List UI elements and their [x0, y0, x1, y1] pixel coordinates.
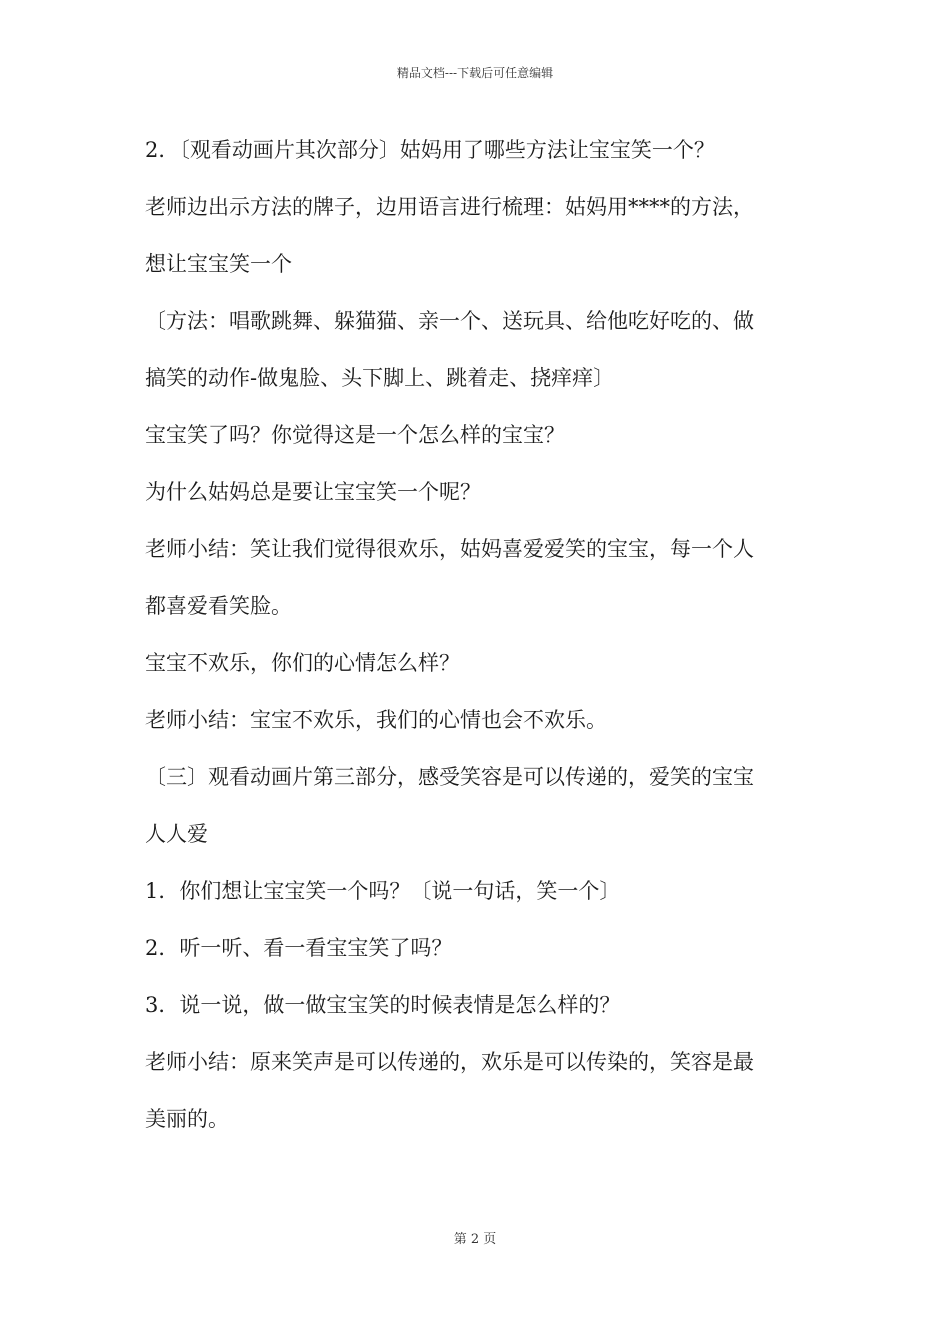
document-body [145, 130, 825, 1156]
paragraph-line: 宝宝笑了吗？你觉得这是一个怎么样的宝宝？ [145, 423, 565, 447]
paragraph-line: 2．〔观看动画片其次部分〕姑妈用了哪些方法让宝宝笑一个？ [145, 138, 715, 162]
paragraph-line: 〔方法：唱歌跳舞、躲猫猫、亲一个、送玩具、给他吃好吃的、做 [145, 309, 754, 333]
paragraph-line: 老师边出示方法的牌子，边用语言进行梳理：姑妈用****的方法， [145, 195, 754, 219]
paragraph-line: 想让宝宝笑一个 [145, 252, 292, 276]
page-number: 第 2 页 [453, 1232, 497, 1247]
paragraph-line: 〔三〕观看动画片第三部分，感受笑容是可以传递的，爱笑的宝宝 [145, 765, 754, 789]
paragraph-line: 2．听一听、看一看宝宝笑了吗？ [145, 936, 453, 960]
paragraph-line: 老师小结：原来笑声是可以传递的，欢乐是可以传染的，笑容是最 [145, 1050, 754, 1074]
paragraph-line: 都喜爱看笑脸。 [145, 594, 292, 618]
paragraph-line: 为什么姑妈总是要让宝宝笑一个呢？ [145, 480, 481, 504]
paragraph-line: 3．说一说，做一做宝宝笑的时候表情是怎么样的？ [145, 993, 621, 1017]
paragraph-line: 老师小结：宝宝不欢乐，我们的心情也会不欢乐。 [145, 708, 607, 732]
paragraph-line: 美丽的。 [145, 1107, 229, 1131]
page-header: 精品文档---下载后可任意编辑 [396, 66, 554, 80]
paragraph-line: 搞笑的动作-做鬼脸、头下脚上、跳着走、挠痒痒〕 [145, 366, 615, 390]
paragraph-line: 1．你们想让宝宝笑一个吗？〔说一句话，笑一个〕 [145, 879, 621, 903]
paragraph-line: 宝宝不欢乐，你们的心情怎么样？ [145, 651, 460, 675]
paragraph-line: 人人爱 [145, 822, 208, 846]
paragraph-line: 老师小结：笑让我们觉得很欢乐，姑妈喜爱爱笑的宝宝，每一个人 [145, 537, 754, 561]
